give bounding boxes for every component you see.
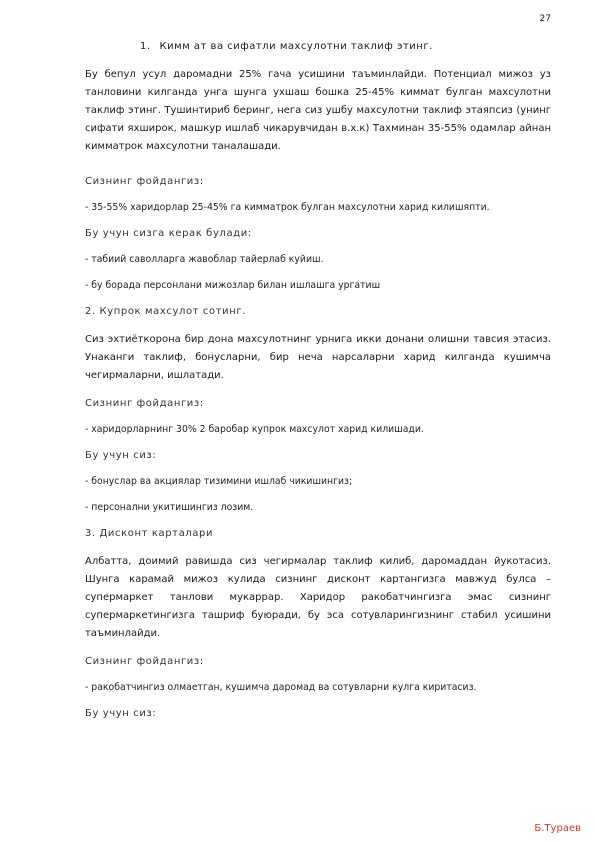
need-label: Бу учун сиз: xyxy=(85,450,157,461)
benefit-item: - 35-55% харидорлар 25-45% га кимматрок булган махсулотни харид килишяпти. xyxy=(85,202,490,213)
section-paragraph: Бу бепул усул даромадни 25% гача усишини таъминлайди. Потенциал мижоз уз танловини килганда унга шунга ухшаш бошка 25-45% киммат булган махсулотни таклиф этинг. Тушинтириб беринг, нега сиз ушбу махсулотни таклиф этаяпсиз (унинг сифати яхширок, машкур ишлаб чикарувчидан в.х.к) Тахминан 35-55% одамлар айнан кимматрок махсулотни таналашади. xyxy=(85,69,551,152)
benefit-label: Сизнинг фойдангиз: xyxy=(85,656,204,667)
need-item: - персонални укитишингиз лозим. xyxy=(85,502,254,513)
benefit-label: Сизнинг фойдангиз: xyxy=(85,398,204,409)
document-body xyxy=(85,41,551,721)
benefit-item: - харидорларнинг 30% 2 баробар купрок махсулот харид килишади. xyxy=(85,424,424,435)
need-item: - бонуслар ва акциялар тизимини ишлаб чикишингиз; xyxy=(85,476,353,487)
benefit-label: Сизнинг фойдангиз: xyxy=(85,176,204,187)
need-item: - табиий саволларга жавоблар тайерлаб куйиш. xyxy=(85,254,324,265)
section-heading-3: 3. Дисконт карталари xyxy=(85,528,214,539)
section-heading-1 xyxy=(140,41,551,52)
section-number: 1. xyxy=(140,41,151,52)
section-paragraph: Албатта, доимий равишда сиз чегирмалар таклиф килиб, даромаддан йукотасиз. Шунга карамай мижоз кулида сизнинг дисконт картангизга мавжуд булса – супермаркет танлови мукаррар. Харидор ракобатчингизга эмас сизнинг супермаркетингизга ташриф буюради, бу эса сотувларингизнинг стабил усишини таъминлайди. xyxy=(85,556,551,639)
need-label: Бу учун сиз: xyxy=(85,708,157,719)
need-item: - бу борада персонлани мижозлар билан ишлашга ургатиш xyxy=(85,280,381,291)
author-signature: Б.Тураев xyxy=(534,823,581,834)
section-paragraph: Сиз эхтиёткорона бир дона махсулотнинг урнига икки донани олишни тавсия этасиз. Унаканги таклиф, бонусларни, бир неча нарсаларни харид килганда кушимча чегирмаларни, ишлатади. xyxy=(85,334,551,381)
section-heading-2: 2. Купрок махсулот сотинг. xyxy=(85,306,246,317)
page-number: 27 xyxy=(539,14,551,24)
section-title: Кимм ат ва сифатли махсулотни таклиф этинг. xyxy=(159,41,433,52)
benefit-item: - ракобатчингиз олмаетган, кушимча даромад ва сотувларни кулга киритасиз. xyxy=(85,682,477,693)
need-label: Бу учун сизга керак булади: xyxy=(85,228,252,239)
